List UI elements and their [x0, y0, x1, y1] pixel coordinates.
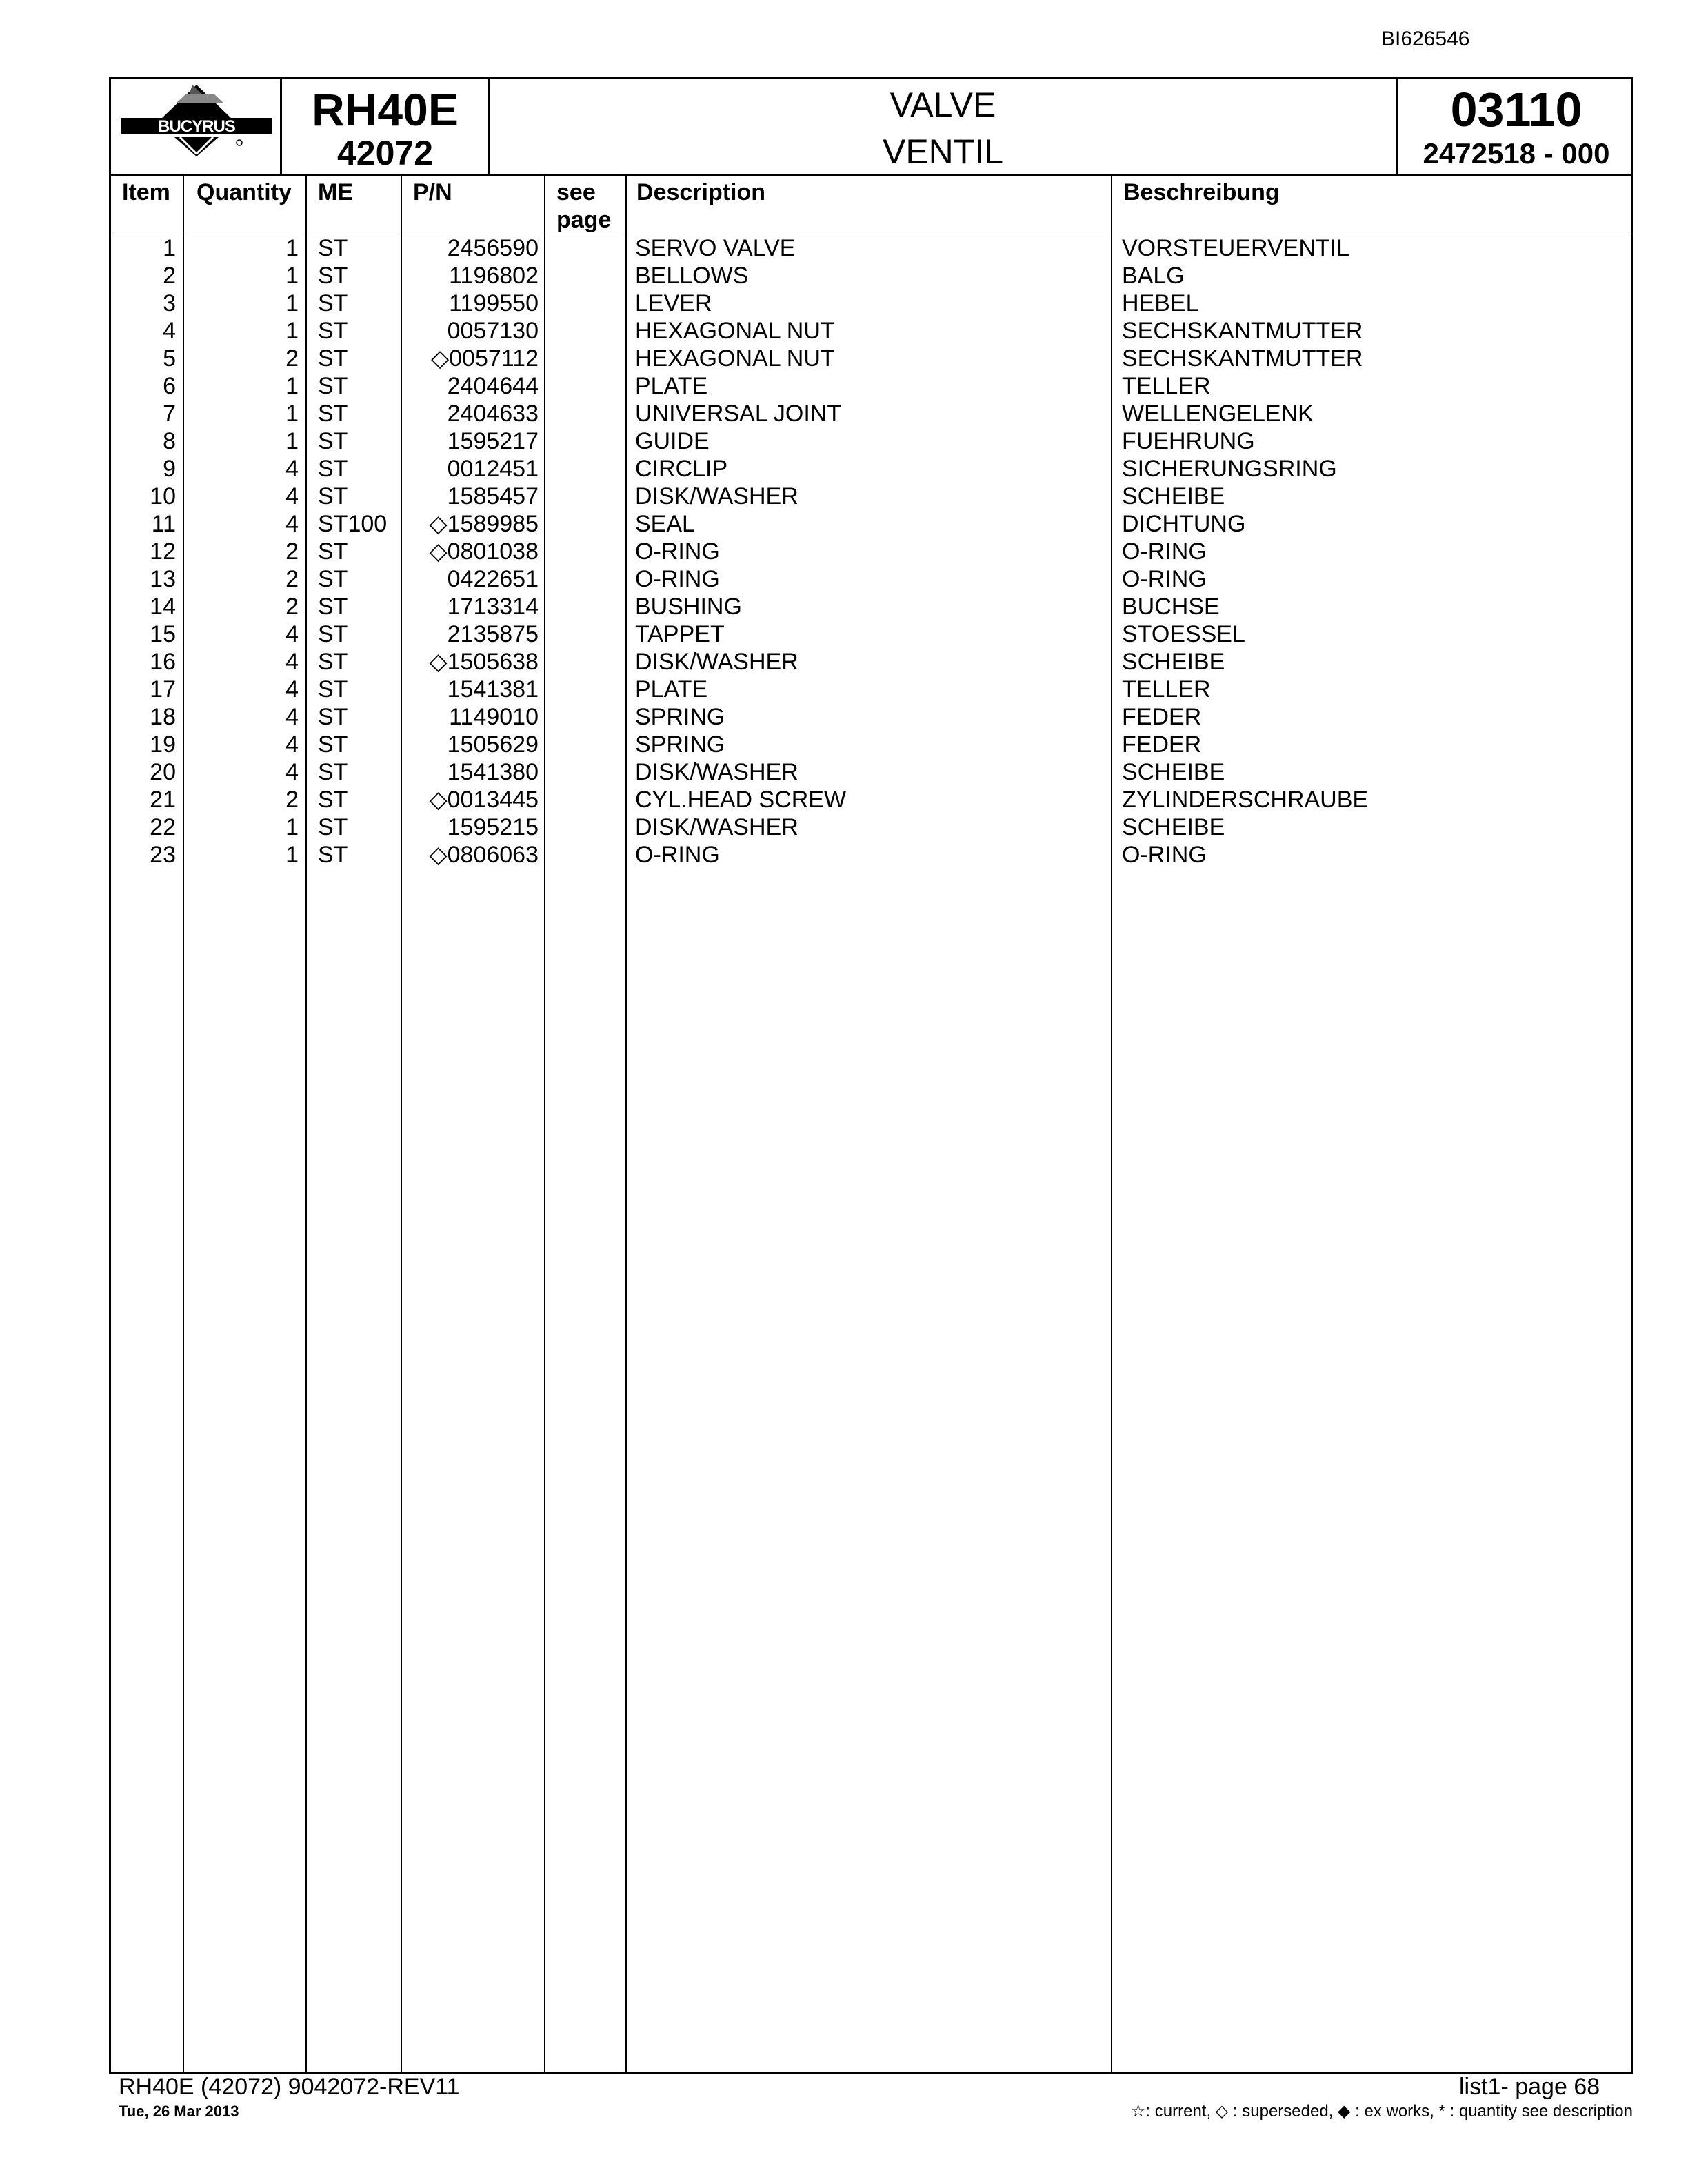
- item-number: 2: [163, 263, 176, 289]
- quantity: 4: [285, 511, 299, 537]
- part-number: 2404633: [447, 401, 539, 427]
- unit: ST: [318, 704, 348, 730]
- column-headers: [111, 176, 1631, 232]
- header-page: page: [556, 207, 612, 233]
- part-number: 1595215: [447, 814, 539, 840]
- quantity: 2: [285, 787, 299, 813]
- quantity: 1: [285, 263, 299, 289]
- quantity: 4: [285, 676, 299, 702]
- beschreibung: FEDER: [1122, 731, 1202, 758]
- footer-page: list1- page 68: [1459, 2074, 1600, 2100]
- description: TAPPET: [635, 621, 725, 647]
- beschreibung: ZYLINDERSCHRAUBE: [1122, 787, 1369, 813]
- beschreibung: SCHEIBE: [1122, 649, 1225, 675]
- item-number: 4: [163, 318, 176, 344]
- description: CYL.HEAD SCREW: [635, 787, 847, 813]
- part-number: 1196802: [449, 263, 539, 289]
- table-row: [111, 538, 1631, 565]
- quantity: 1: [285, 373, 299, 399]
- part-number: 0057130: [447, 318, 539, 344]
- unit: ST: [318, 290, 348, 316]
- description: DISK/WASHER: [635, 759, 798, 785]
- part-number: 1541381: [447, 676, 539, 702]
- part-number: 1505629: [447, 731, 539, 758]
- description: CIRCLIP: [635, 456, 728, 482]
- beschreibung: TELLER: [1122, 676, 1211, 702]
- logo-cell: [111, 79, 282, 174]
- description: BUSHING: [635, 594, 742, 620]
- description: O-RING: [635, 842, 720, 868]
- table-row: [111, 703, 1631, 731]
- item-number: 21: [150, 787, 176, 813]
- part-number: 1713314: [447, 594, 539, 620]
- description: DISK/WASHER: [635, 814, 798, 840]
- table-row: [111, 648, 1631, 676]
- item-number: 8: [163, 428, 176, 454]
- table-row: [111, 262, 1631, 290]
- item-number: 7: [163, 401, 176, 427]
- quantity: 4: [285, 456, 299, 482]
- table-row: [111, 758, 1631, 786]
- footer-doc-ref: RH40E (42072) 9042072-REV11: [119, 2074, 460, 2100]
- quantity: 4: [285, 621, 299, 647]
- quantity: 2: [285, 345, 299, 372]
- beschreibung: SCHEIBE: [1122, 483, 1225, 509]
- header-description: Description: [636, 179, 766, 205]
- header-see: see: [556, 179, 596, 205]
- item-number: 5: [163, 345, 176, 372]
- description: O-RING: [635, 566, 720, 592]
- part-number: ◇0806063: [429, 842, 539, 868]
- quantity: 1: [285, 428, 299, 454]
- unit: ST: [318, 538, 348, 565]
- unit: ST: [318, 731, 348, 758]
- beschreibung: BUCHSE: [1122, 594, 1220, 620]
- parts-list-table: [109, 77, 1633, 2074]
- description: UNIVERSAL JOINT: [635, 401, 842, 427]
- quantity: 1: [285, 235, 299, 261]
- logo-wordmark: BUCYRUS: [158, 117, 235, 136]
- part-number: 1585457: [447, 483, 539, 509]
- beschreibung: HEBEL: [1122, 290, 1199, 316]
- description: HEXAGONAL NUT: [635, 345, 835, 372]
- part-number: ◇1505638: [429, 649, 539, 675]
- part-number: ◇1589985: [429, 511, 539, 537]
- item-number: 20: [150, 759, 176, 785]
- description: BELLOWS: [635, 263, 749, 289]
- item-number: 22: [150, 814, 176, 840]
- item-number: 3: [163, 290, 176, 316]
- description: PLATE: [635, 676, 708, 702]
- beschreibung: STOESSEL: [1122, 621, 1245, 647]
- beschreibung: SECHSKANTMUTTER: [1122, 345, 1363, 372]
- beschreibung: SCHEIBE: [1122, 814, 1225, 840]
- header-quantity: Quantity: [197, 179, 292, 205]
- description: DISK/WASHER: [635, 649, 798, 675]
- part-number: 1541380: [447, 759, 539, 785]
- bucyrus-logo: [111, 79, 282, 176]
- unit: ST: [318, 649, 348, 675]
- title-german: VENTIL: [882, 132, 1004, 171]
- part-number: ◇0801038: [429, 538, 539, 565]
- quantity: 4: [285, 731, 299, 758]
- beschreibung: VORSTEUERVENTIL: [1122, 235, 1350, 261]
- table-row: [111, 290, 1631, 317]
- header-item: Item: [122, 179, 170, 205]
- part-number: ◇0057112: [431, 345, 539, 372]
- code-cell: [1398, 79, 1635, 174]
- table-row: [111, 372, 1631, 400]
- group-code: 03110: [1450, 83, 1582, 136]
- item-number: 13: [150, 566, 176, 592]
- beschreibung: SICHERUNGSRING: [1122, 456, 1337, 482]
- unit: ST: [318, 456, 348, 482]
- quantity: 1: [285, 814, 299, 840]
- unit: ST: [318, 621, 348, 647]
- unit: ST100: [318, 511, 388, 537]
- model-number: RH40E: [312, 84, 459, 135]
- table-row: [111, 455, 1631, 483]
- beschreibung: TELLER: [1122, 373, 1211, 399]
- beschreibung: SECHSKANTMUTTER: [1122, 318, 1363, 344]
- description: HEXAGONAL NUT: [635, 318, 835, 344]
- item-number: 23: [150, 842, 176, 868]
- beschreibung: O-RING: [1122, 842, 1207, 868]
- description: SEAL: [635, 511, 695, 537]
- quantity: 1: [285, 842, 299, 868]
- table-row: [111, 483, 1631, 510]
- part-number: 2456590: [447, 235, 539, 261]
- item-number: 14: [150, 594, 176, 620]
- assembly-number: 2472518 - 000: [1423, 137, 1610, 170]
- item-number: 10: [150, 483, 176, 509]
- unit: ST: [318, 428, 348, 454]
- footer-legend: ☆: current, ◇ : superseded, ◆ : ex works, * : quantity see description: [1130, 2102, 1633, 2121]
- title-english: VALVE: [890, 85, 996, 124]
- beschreibung: WELLENGELENK: [1122, 401, 1314, 427]
- table-row: [111, 400, 1631, 427]
- quantity: 2: [285, 594, 299, 620]
- table-row: [111, 593, 1631, 620]
- unit: ST: [318, 483, 348, 509]
- part-number: 1149010: [449, 704, 539, 730]
- item-number: 11: [151, 511, 176, 537]
- quantity: 4: [285, 483, 299, 509]
- table-row: [111, 841, 1631, 869]
- part-number: 2404644: [447, 373, 539, 399]
- beschreibung: FEDER: [1122, 704, 1202, 730]
- header-pn: P/N: [413, 179, 452, 205]
- item-number: 18: [150, 704, 176, 730]
- beschreibung: DICHTUNG: [1122, 511, 1246, 537]
- unit: ST: [318, 318, 348, 344]
- table-row: [111, 510, 1631, 538]
- quantity: 4: [285, 704, 299, 730]
- table-row: [111, 676, 1631, 703]
- table-row: [111, 731, 1631, 758]
- quantity: 4: [285, 649, 299, 675]
- description: O-RING: [635, 538, 720, 565]
- unit: ST: [318, 235, 348, 261]
- part-number: 2135875: [447, 621, 539, 647]
- item-number: 16: [150, 649, 176, 675]
- table-row: [111, 620, 1631, 648]
- table-row: [111, 813, 1631, 841]
- part-number: 1595217: [447, 428, 539, 454]
- description: LEVER: [635, 290, 712, 316]
- item-number: 19: [150, 731, 176, 758]
- beschreibung: BALG: [1122, 263, 1185, 289]
- quantity: 4: [285, 759, 299, 785]
- beschreibung: O-RING: [1122, 566, 1207, 592]
- unit: ST: [318, 263, 348, 289]
- item-number: 6: [163, 373, 176, 399]
- description: PLATE: [635, 373, 708, 399]
- unit: ST: [318, 759, 348, 785]
- unit: ST: [318, 373, 348, 399]
- table-row: [111, 427, 1631, 455]
- table-row: [111, 345, 1631, 372]
- part-number: 0012451: [447, 456, 539, 482]
- quantity: 1: [285, 318, 299, 344]
- part-number: 1199550: [449, 290, 539, 316]
- description: GUIDE: [635, 428, 710, 454]
- description: DISK/WASHER: [635, 483, 798, 509]
- quantity: 1: [285, 290, 299, 316]
- table-row: [111, 317, 1631, 345]
- header-me: ME: [318, 179, 353, 205]
- item-number: 17: [150, 676, 176, 702]
- beschreibung: O-RING: [1122, 538, 1207, 565]
- description: SPRING: [635, 731, 725, 758]
- quantity: 1: [285, 401, 299, 427]
- unit: ST: [318, 594, 348, 620]
- unit: ST: [318, 814, 348, 840]
- item-number: 15: [150, 621, 176, 647]
- table-row: [111, 786, 1631, 813]
- unit: ST: [318, 676, 348, 702]
- table-row: [111, 234, 1631, 262]
- unit: ST: [318, 345, 348, 372]
- header-band: [111, 79, 1631, 176]
- footer-date: Tue, 26 Mar 2013: [119, 2103, 239, 2120]
- description: SERVO VALVE: [635, 235, 796, 261]
- unit: ST: [318, 842, 348, 868]
- beschreibung: FUEHRUNG: [1122, 428, 1255, 454]
- item-number: 1: [163, 235, 176, 261]
- table-row: [111, 565, 1631, 593]
- item-number: 12: [150, 538, 176, 565]
- document-id: BI626546: [1381, 28, 1470, 50]
- serial-number: 42072: [336, 134, 434, 172]
- unit: ST: [318, 787, 348, 813]
- title-cell: [490, 79, 1398, 174]
- description: SPRING: [635, 704, 725, 730]
- model-cell: [282, 79, 490, 174]
- header-beschreibung: Beschreibung: [1123, 179, 1280, 205]
- part-number: 0422651: [447, 566, 539, 592]
- beschreibung: SCHEIBE: [1122, 759, 1225, 785]
- quantity: 2: [285, 538, 299, 565]
- item-number: 9: [163, 456, 176, 482]
- part-number: ◇0013445: [429, 787, 539, 813]
- unit: ST: [318, 401, 348, 427]
- quantity: 2: [285, 566, 299, 592]
- unit: ST: [318, 566, 348, 592]
